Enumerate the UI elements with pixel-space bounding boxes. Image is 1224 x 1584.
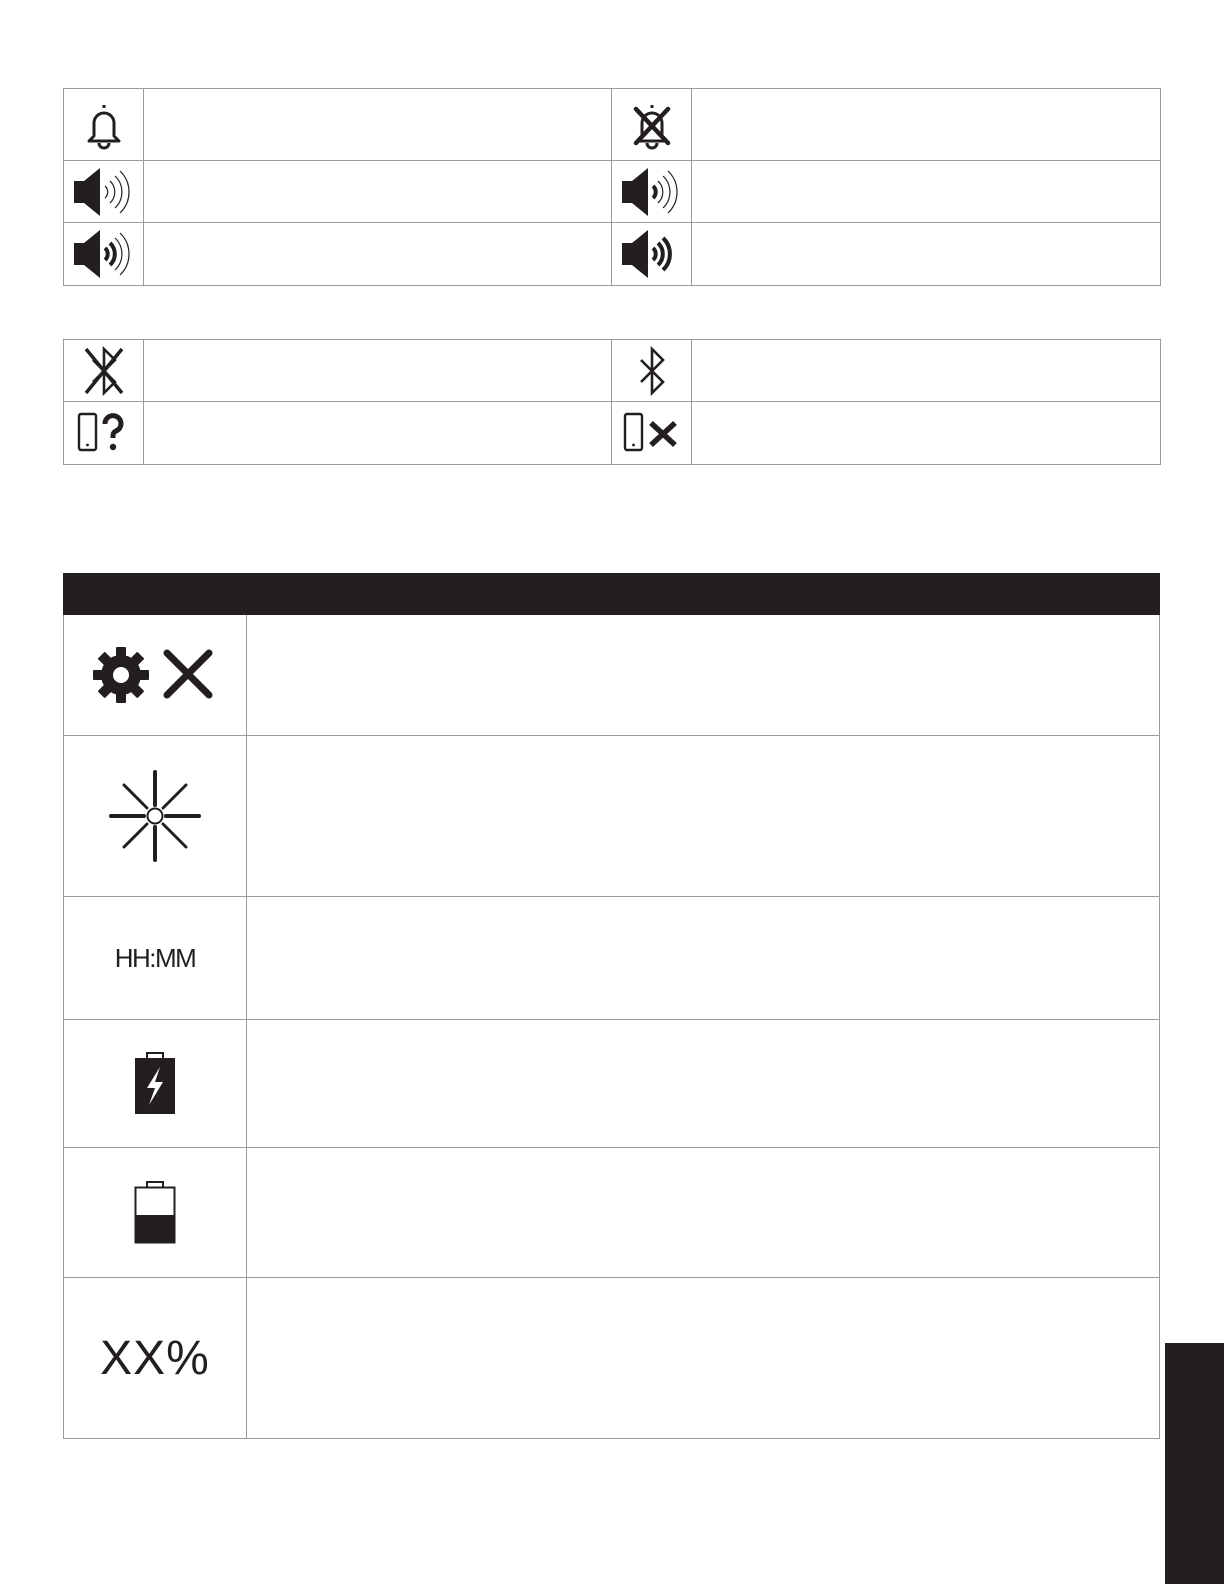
phone-unknown-icon-cell — [64, 402, 144, 465]
bluetooth-icon — [626, 343, 678, 399]
phone-unknown-icon — [74, 410, 134, 456]
table-header — [64, 574, 1160, 615]
bell-muted-icon — [626, 99, 678, 151]
connection-icons-table — [63, 339, 1161, 465]
battery-charging-icon — [133, 1052, 177, 1116]
close-icon — [167, 653, 209, 695]
bluetooth-off-icon — [78, 343, 130, 399]
table-row — [64, 736, 1160, 897]
bluetooth-icon-cell — [612, 340, 692, 402]
battery-half-icon — [133, 1181, 177, 1245]
description-cell — [692, 89, 1161, 161]
time-format-cell — [64, 897, 247, 1020]
battery-charging-icon-cell — [64, 1020, 247, 1148]
description-cell — [247, 615, 1160, 736]
table-row — [64, 89, 1161, 161]
table-row — [64, 1278, 1160, 1439]
speaker-volume-3-icon — [72, 227, 136, 281]
speaker-volume-2-icon — [620, 165, 684, 219]
table-row — [64, 161, 1161, 223]
settings-cancel-icon — [91, 645, 219, 705]
description-cell — [692, 402, 1161, 465]
description-cell — [144, 161, 612, 223]
description-cell — [144, 340, 612, 402]
description-cell — [692, 340, 1161, 402]
description-cell — [144, 223, 612, 286]
bluetooth-off-icon-cell — [64, 340, 144, 402]
bell-muted-icon-cell — [612, 89, 692, 161]
percent-format-label: XX% — [100, 1331, 210, 1385]
description-cell — [144, 89, 612, 161]
phone-disconnected-icon-cell — [612, 402, 692, 465]
description-cell — [247, 897, 1160, 1020]
description-cell — [247, 1148, 1160, 1278]
flash-burst-icon-cell — [64, 736, 247, 897]
table-row — [64, 615, 1160, 736]
description-cell — [692, 161, 1161, 223]
bell-icon — [78, 99, 130, 151]
gear-icon — [93, 647, 149, 703]
percent-format-cell — [64, 1278, 247, 1439]
speaker-volume-1-icon-cell — [64, 161, 144, 223]
speaker-volume-3-icon-cell — [64, 223, 144, 286]
bell-icon-cell — [64, 89, 144, 161]
flash-burst-icon — [108, 769, 202, 863]
speaker-volume-1-icon — [72, 165, 136, 219]
battery-half-icon-cell — [64, 1148, 247, 1278]
description-cell — [247, 736, 1160, 897]
description-cell — [247, 1278, 1160, 1439]
speaker-volume-2-icon-cell — [612, 161, 692, 223]
phone-disconnected-icon — [622, 410, 682, 456]
table-row — [64, 340, 1161, 402]
speaker-volume-4-icon-cell — [612, 223, 692, 286]
speaker-volume-4-icon — [620, 227, 684, 281]
settings-cancel-icon-cell — [64, 615, 247, 736]
description-cell — [247, 1020, 1160, 1148]
sound-icons-table — [63, 88, 1161, 286]
table-row — [64, 897, 1160, 1020]
table-row — [64, 223, 1161, 286]
section-tab — [1165, 1343, 1224, 1584]
table-row — [64, 1020, 1160, 1148]
table-row — [64, 402, 1161, 465]
table-header-row — [64, 574, 1160, 615]
table-row — [64, 1148, 1160, 1278]
description-cell — [692, 223, 1161, 286]
battery-level-fill — [135, 1215, 175, 1243]
description-cell — [144, 402, 612, 465]
status-icons-table — [63, 573, 1160, 1439]
time-format-label: HH:MM — [114, 942, 196, 973]
